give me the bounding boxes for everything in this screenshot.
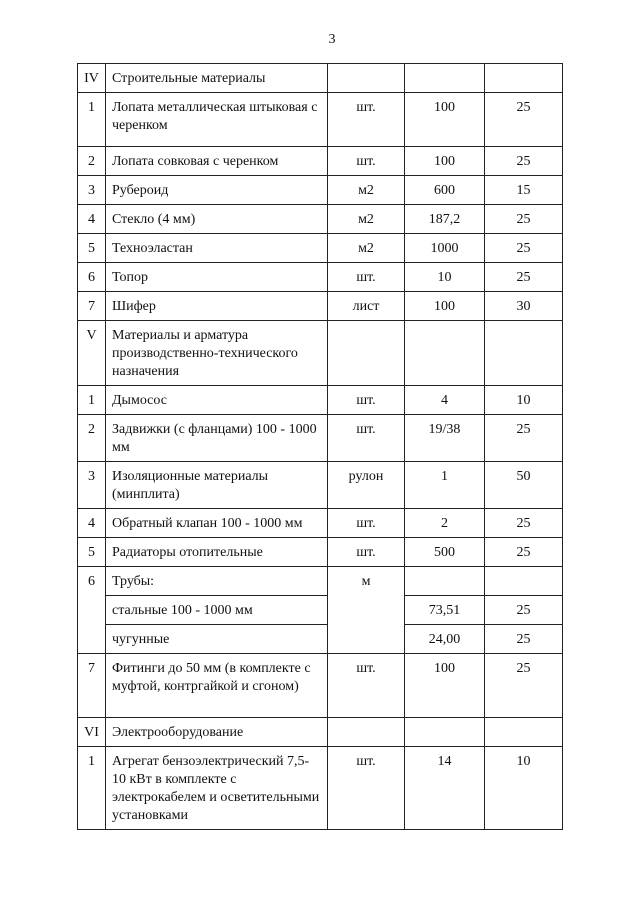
item-quantity: 4 [405,386,485,415]
item-quantity: 600 [405,176,485,205]
item-name: Изоляционные материалы (минплита) [106,462,328,509]
row-number: 7 [78,292,106,321]
item-subname: стальные 100 - 1000 мм [106,596,328,625]
item-percent: 25 [485,625,563,654]
item-unit: м2 [328,176,405,205]
item-quantity: 10 [405,263,485,292]
table-row [78,596,563,625]
item-percent: 25 [485,234,563,263]
section-header-row [78,321,563,386]
table-row [78,234,563,263]
table-row [78,147,563,176]
item-unit: м [328,567,405,654]
table-row [78,747,563,830]
table-row [78,176,563,205]
item-quantity: 500 [405,538,485,567]
table-row [78,415,563,462]
section-header-row [78,64,563,93]
item-percent: 25 [485,596,563,625]
item-name: Агрегат бензоэлектрический 7,5-10 кВт в комплекте с электрокабелем и осветительными установками [106,747,328,830]
item-percent: 25 [485,147,563,176]
item-quantity: 73,51 [405,596,485,625]
section-numeral: IV [78,64,106,93]
table-row [78,205,563,234]
table-row [78,625,563,654]
item-unit: шт. [328,93,405,147]
item-percent: 25 [485,93,563,147]
item-name: Рубероид [106,176,328,205]
row-number: 6 [78,567,106,654]
row-number: 2 [78,147,106,176]
item-quantity: 100 [405,292,485,321]
item-quantity: 100 [405,654,485,718]
item-percent: 25 [485,415,563,462]
item-percent: 15 [485,176,563,205]
item-name: Шифер [106,292,328,321]
item-name: Радиаторы отопительные [106,538,328,567]
section-numeral: VI [78,718,106,747]
item-quantity: 14 [405,747,485,830]
item-quantity: 24,00 [405,625,485,654]
row-number: 1 [78,386,106,415]
row-number: 1 [78,93,106,147]
item-name: Дымосос [106,386,328,415]
item-unit: шт. [328,415,405,462]
item-unit: шт. [328,386,405,415]
item-name: Лопата совковая с черенком [106,147,328,176]
row-number: 3 [78,462,106,509]
section-numeral: V [78,321,106,386]
table-row [78,538,563,567]
item-unit: м2 [328,234,405,263]
row-number: 6 [78,263,106,292]
item-name: Обратный клапан 100 - 1000 мм [106,509,328,538]
item-percent: 25 [485,538,563,567]
item-quantity: 19/38 [405,415,485,462]
row-number: 5 [78,234,106,263]
table-row [78,93,563,147]
item-unit: шт. [328,147,405,176]
row-number: 5 [78,538,106,567]
table-row [78,292,563,321]
item-unit: шт. [328,263,405,292]
page-number: 3 [328,32,336,47]
item-unit: шт. [328,538,405,567]
section-title: Строительные материалы [106,64,328,93]
item-percent: 25 [485,263,563,292]
table-row [78,462,563,509]
item-percent: 25 [485,205,563,234]
item-percent: 50 [485,462,563,509]
item-quantity: 187,2 [405,205,485,234]
item-name: Трубы: [106,567,328,596]
row-number: 2 [78,415,106,462]
item-percent: 10 [485,386,563,415]
row-number: 4 [78,509,106,538]
table-row [78,263,563,292]
item-percent: 25 [485,654,563,718]
row-number: 3 [78,176,106,205]
section-header-row [78,718,563,747]
item-percent: 10 [485,747,563,830]
item-unit: м2 [328,205,405,234]
item-name: Стекло (4 мм) [106,205,328,234]
materials-table [77,63,563,830]
item-name: Задвижки (с фланцами) 100 - 1000 мм [106,415,328,462]
item-percent: 25 [485,509,563,538]
item-name: Топор [106,263,328,292]
section-title: Материалы и арматура производственно-технического назначения [106,321,328,386]
item-unit: рулон [328,462,405,509]
row-number: 7 [78,654,106,718]
item-unit: шт. [328,747,405,830]
row-number: 4 [78,205,106,234]
item-quantity: 1 [405,462,485,509]
item-name: Лопата металлическая штыковая с черенком [106,93,328,147]
item-unit: шт. [328,654,405,718]
item-percent: 30 [485,292,563,321]
item-name: Техноэластан [106,234,328,263]
item-quantity: 1000 [405,234,485,263]
item-unit: лист [328,292,405,321]
table-row [78,654,563,718]
item-subname: чугунные [106,625,328,654]
item-name: Фитинги до 50 мм (в комплекте с муфтой, контргайкой и сгоном) [106,654,328,718]
item-quantity: 100 [405,147,485,176]
item-unit: шт. [328,509,405,538]
item-quantity: 2 [405,509,485,538]
table-row [78,386,563,415]
section-title: Электрооборудование [106,718,328,747]
table-row [78,567,563,596]
row-number: 1 [78,747,106,830]
table-row [78,509,563,538]
item-quantity: 100 [405,93,485,147]
